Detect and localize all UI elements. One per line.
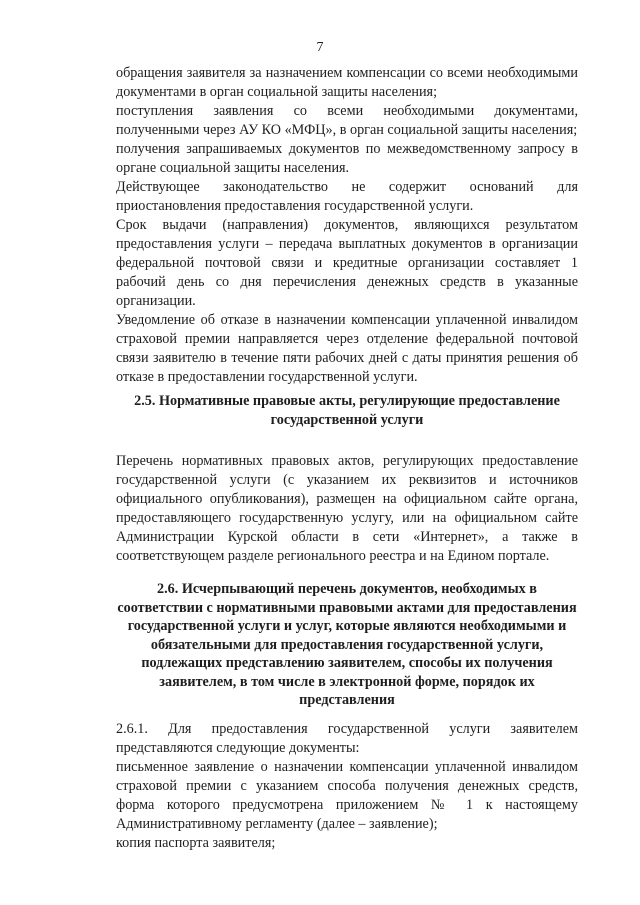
paragraph: 2.6.1. Для предоставления государственной услуги заявителем представляются следующие документы: — [116, 721, 578, 756]
paragraph: письменное заявление о назначении компенсации уплаченной инвалидом страховой премии с указанием способа получения денежных средств, форма которого предусмотрена приложением № 1 к настоящему Административному регламенту (далее – заявление); — [116, 759, 578, 832]
heading: 2.6. Исчерпывающий перечень документов, необходимых в соответствии с нормативными правовыми актами для предоставления государственной услуги и услуг, которые являются необходимыми и обязательными для предоставления государственной услуги, подлежащих представлению заявителем, способы их получения заявителем, в том числе в электронной форме, порядок их представления — [117, 581, 577, 708]
paragraph: обращения заявителя за назначением компенсации со всеми необходимыми документами в орган социальной защиты населения; — [116, 65, 578, 100]
paragraph: Действующее законодательство не содержит оснований для приостановления предоставления государственной услуги. — [116, 179, 578, 214]
text-block-3 — [116, 720, 578, 853]
paragraph: Перечень нормативных правовых актов, регулирующих предоставление государственной услуги (с указанием их реквизитов и источников официального опубликования), размещен на официальном сайте органа, предоставляющего государственную услугу, или на официальном сайте Администрации Курской области в сети «Интернет», а также в соответствующем разделе регионального реестра и на Едином портале. — [116, 453, 578, 564]
paragraph: копия паспорта заявителя; — [116, 835, 276, 851]
text-block-1 — [116, 64, 578, 387]
section-heading-2-6 — [116, 580, 578, 710]
section-heading-2-5 — [116, 392, 578, 429]
paragraph: Срок выдачи (направления) документов, являющихся результатом предоставления услуги – передача выплатных документов в организации федеральной почтовой связи и кредитные организации составляет 1 рабочий день со дня перечисления денежных средств в указанные организации. — [116, 217, 578, 309]
paragraph: поступления заявления со всеми необходимыми документами, полученными через АУ КО «МФЦ», в орган социальной защиты населения; — [116, 103, 578, 138]
heading: 2.5. Нормативные правовые акты, регулирующие предоставление государственной услуги — [134, 393, 560, 428]
page-number: 7 — [316, 40, 324, 55]
paragraph: получения запрашиваемых документов по межведомственному запросу в органе социальной защиты населения. — [116, 141, 578, 176]
text-block-2 — [116, 452, 578, 566]
paragraph: Уведомление об отказе в назначении компенсации уплаченной инвалидом страховой премии направляется через отделение федеральной почтовой связи заявителю в течение пяти рабочих дней с даты принятия решения об отказе в предоставлении государственной услуги. — [116, 312, 578, 385]
